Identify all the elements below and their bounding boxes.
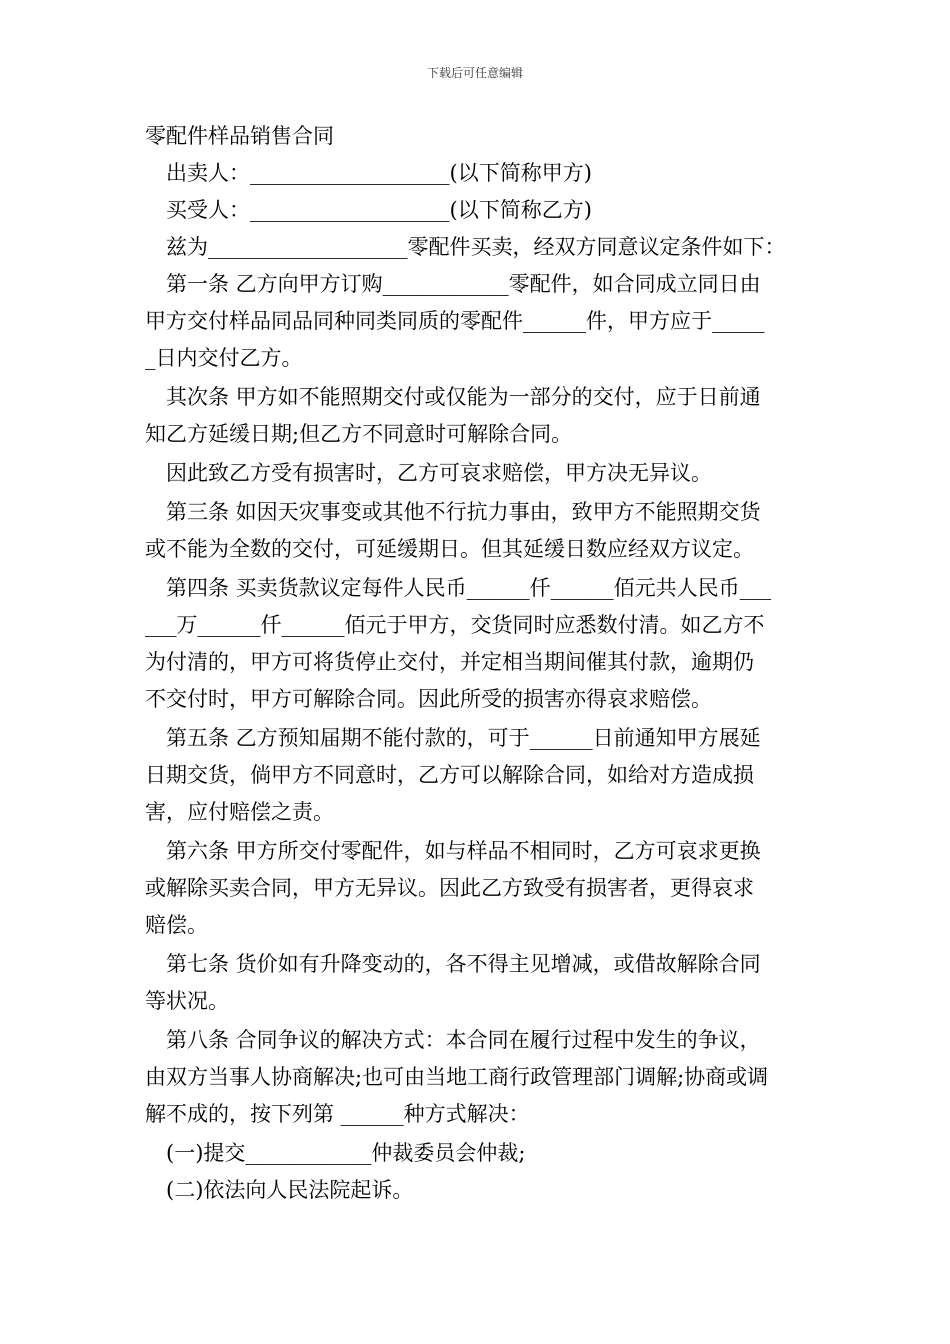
article-2b-line-1: 因此致乙方受有损害时，乙方可哀求赔偿，甲方决无异议。 [166,461,712,485]
article-2 [145,379,807,453]
article-4-line-1: 第四条 买卖货款议定每件人民币______仟______佰元共人民币___ [166,576,772,600]
article-1 [145,266,807,377]
article-6 [145,833,807,944]
article-2-line-2: 知乙方延缓日期;但乙方不同意时可解除合同。 [145,422,573,446]
contract-body [145,118,807,1209]
article-3-line-1: 第三条 如因天灾事变或其他不行抗力事由，致甲方不能照期交货 [166,500,761,524]
seller-line: 出卖人：___________________(以下简称甲方) [166,161,592,185]
article-1-line-2: 甲方交付样品同品同种同类同质的零配件______件，甲方应于_____ [145,309,765,333]
article-5 [145,720,807,831]
article-8-line-1: 第八条 合同争议的解决方式：本合同在履行过程中发生的争议， [166,1028,761,1052]
article-7 [145,946,807,1020]
article-1-line-1: 第一条 乙方向甲方订购____________零配件，如合同成立同日由 [166,272,761,296]
article-7-line-1: 第七条 货价如有升降变动的，各不得主见增减，或借故解除合同 [166,952,761,976]
page-header-note: 下载后可任意编辑 [426,66,523,80]
article-5-line-1: 第五条 乙方预知届期不能付款的，可于______日前通知甲方展延 [166,726,761,750]
option-2-line: (二)依法向人民法院起诉。 [166,1178,414,1202]
article-2-line-1: 其次条 甲方如不能照期交付或仅能为一部分的交付，应于日前通 [166,385,761,409]
intro-line: 兹为___________________零配件买卖，经双方同意议定条件如下： [166,235,786,259]
article-1-line-3: _日内交付乙方。 [145,346,303,370]
option-1-line: (一)提交____________仲裁委员会仲裁; [166,1141,526,1165]
article-8-line-2: 由双方当事人协商解决;也可由当地工商行政管理部门调解;协商或调 [145,1065,769,1089]
document-title: 零配件样品销售合同 [145,124,334,148]
article-4 [145,570,807,718]
article-4-line-2: ___万______仟______佰元于甲方，交货同时应悉数付清。如乙方不 [145,613,765,637]
article-5-line-3: 害，应付赔偿之责。 [145,800,334,824]
article-6-line-2: 或解除买卖合同，甲方无异议。因此乙方致受有损害者，更得哀求 [145,876,754,900]
article-3 [145,494,807,568]
article-4-line-4: 不交付时，甲方可解除合同。因此所受的损害亦得哀求赔偿。 [145,687,712,711]
article-7-line-2: 等状况。 [145,989,229,1013]
article-3-line-2: 或不能为全数的交付，可延缓期日。但其延缓日数应经双方议定。 [145,537,754,561]
article-6-line-3: 赔偿。 [145,913,208,937]
article-8-line-3: 解不成的，按下列第 ______种方式解决： [145,1102,530,1126]
article-4-line-3: 为付清的，甲方可将货停止交付，并定相当期间催其付款，逾期仍 [145,650,754,674]
buyer-line: 买受人：___________________(以下简称乙方) [166,198,592,222]
article-8 [145,1022,807,1133]
article-5-line-2: 日期交货，倘甲方不同意时，乙方可以解除合同，如给对方造成损 [145,763,754,787]
article-6-line-1: 第六条 甲方所交付零配件，如与样品不相同时，乙方可哀求更换 [166,839,761,863]
article-2-continuation [145,455,807,492]
